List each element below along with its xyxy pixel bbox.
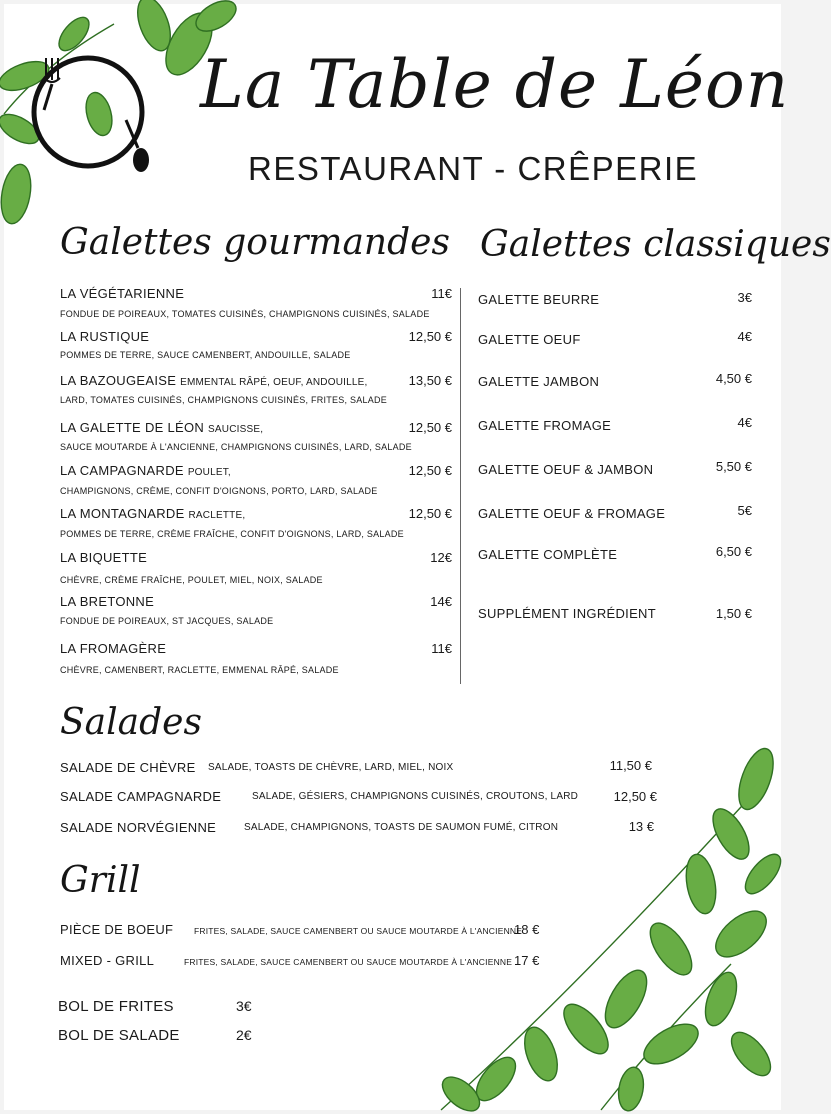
- dish-description: FONDUE DE POIREAUX, TOMATES CUISINÉS, CHAMPIGNONS CUISINÉS, SALADE: [60, 309, 430, 319]
- grill-description: FRITES, SALADE, SAUCE CAMENBERT OU SAUCE MOUTARDE À L'ANCIENNE: [184, 957, 513, 967]
- classic-price: 5€: [737, 503, 752, 518]
- plate-fork-spoon-icon: [26, 50, 166, 180]
- classic-price: 4,50 €: [715, 371, 752, 386]
- classic-name: GALETTE JAMBON: [478, 374, 600, 389]
- dish-description: CHÈVRE, CRÈME FRAÎCHE, POULET, MIEL, NOIX, SALADE: [60, 575, 323, 585]
- section-title-classiques: Galettes classiques: [480, 224, 831, 265]
- salad-name: SALADE DE CHÈVRE: [60, 760, 196, 775]
- grill-description: FRITES, SALADE, SAUCE CAMENBERT OU SAUCE MOUTARDE À L'ANCIENNE: [194, 926, 523, 936]
- grill-price: 18 €: [514, 922, 540, 937]
- dish-price: 11€: [431, 286, 452, 301]
- dish-description: CHÈVRE, CAMENBERT, RACLETTE, EMMENAL RÂPÉ, SALADE: [60, 665, 339, 675]
- dish-name: LA BRETONNE: [60, 594, 155, 609]
- column-divider: [460, 288, 461, 684]
- dish-description: POMMES DE TERRE, CRÈME FRAÎCHE, CONFIT D'OIGNONS, LARD, SALADE: [60, 529, 404, 539]
- classic-name: GALETTE OEUF: [478, 332, 581, 347]
- section-title-salades: Salades: [60, 702, 202, 743]
- extra-name: BOL DE SALADE: [58, 1027, 180, 1044]
- classic-name: GALETTE OEUF & FROMAGE: [478, 506, 666, 521]
- classic-name: GALETTE OEUF & JAMBON: [478, 462, 654, 477]
- classic-price: 3€: [737, 290, 752, 305]
- dish-name: LA VÉGÉTARIENNE: [60, 286, 185, 301]
- classic-name: GALETTE BEURRE: [478, 292, 600, 307]
- dish-description: POMMES DE TERRE, SAUCE CAMENBERT, ANDOUILLE, SALADE: [60, 350, 351, 360]
- leaf-branch-icon: [401, 734, 781, 1110]
- dish-price: 14€: [430, 594, 452, 609]
- dish-name: LA GALETTE DE LÉON SAUCISSE,: [60, 420, 264, 435]
- dish-name: LA FROMAGÈRE: [60, 641, 167, 656]
- dish-inline-description: RACLETTE,: [188, 510, 246, 521]
- classic-name: GALETTE COMPLÈTE: [478, 547, 618, 562]
- salad-description: SALADE, GÉSIERS, CHAMPIGNONS CUISINÉS, CROUTONS, LARD: [252, 791, 579, 802]
- grill-name: PIÈCE DE BOEUF: [60, 922, 174, 937]
- extra-price: 3€: [236, 998, 252, 1014]
- dish-price: 12,50 €: [408, 463, 452, 478]
- dish-name: LA BIQUETTE: [60, 550, 148, 565]
- dish-name: LA RUSTIQUE: [60, 329, 150, 344]
- dish-inline-description: EMMENTAL RÂPÉ, OEUF, ANDOUILLE,: [180, 377, 368, 388]
- salad-name: SALADE CAMPAGNARDE: [60, 789, 222, 804]
- dish-name: LA CAMPAGNARDE POULET,: [60, 463, 231, 478]
- section-title-grill: Grill: [60, 860, 141, 901]
- supplement-name: SUPPLÉMENT INGRÉDIENT: [478, 606, 656, 621]
- dish-description: LARD, TOMATES CUISINÉS, CHAMPIGNONS CUISINÉS, FRITES, SALADE: [60, 395, 388, 405]
- menu-page: [4, 4, 831, 1110]
- extra-price: 2€: [236, 1027, 252, 1043]
- salad-price: 13 €: [628, 819, 654, 834]
- supplement-price: 1,50 €: [715, 606, 752, 621]
- dish-description: SAUCE MOUTARDE À L'ANCIENNE, CHAMPIGNONS CUISINÉS, LARD, SALADE: [60, 442, 412, 452]
- classic-price: 5,50 €: [715, 459, 752, 474]
- restaurant-subtitle: RESTAURANT - CRÊPERIE: [248, 150, 699, 187]
- salad-price: 12,50 €: [613, 789, 657, 804]
- classic-price: 4€: [737, 415, 752, 430]
- classic-price: 4€: [737, 329, 752, 344]
- dish-name: LA MONTAGNARDE RACLETTE,: [60, 506, 246, 521]
- dish-price: 12,50 €: [408, 420, 452, 435]
- salad-description: SALADE, TOASTS DE CHÈVRE, LARD, MIEL, NOIX: [208, 762, 454, 773]
- dish-description: CHAMPIGNONS, CRÈME, CONFIT D'OIGNONS, PORTO, LARD, SALADE: [60, 486, 378, 496]
- salad-name: SALADE NORVÉGIENNE: [60, 820, 217, 835]
- grill-price: 17 €: [514, 953, 540, 968]
- salad-description: SALADE, CHAMPIGNONS, TOASTS DE SAUMON FUMÉ, CITRON: [244, 822, 559, 833]
- dish-price: 11€: [431, 641, 452, 656]
- extra-name: BOL DE FRITES: [58, 998, 174, 1015]
- dish-price: 13,50 €: [408, 373, 452, 388]
- classic-price: 6,50 €: [715, 544, 752, 559]
- dish-description: FONDUE DE POIREAUX, ST JACQUES, SALADE: [60, 616, 274, 626]
- dish-name: LA BAZOUGEAISE EMMENTAL RÂPÉ, OEUF, ANDOUILLE,: [60, 373, 368, 388]
- section-title-gourmandes: Galettes gourmandes: [60, 222, 450, 263]
- dish-inline-description: SAUCISSE,: [208, 424, 264, 435]
- grill-name: MIXED - GRILL: [60, 953, 155, 968]
- dish-price: 12,50 €: [408, 329, 452, 344]
- dish-price: 12€: [430, 550, 452, 565]
- restaurant-name: La Table de Léon: [200, 46, 790, 123]
- classic-name: GALETTE FROMAGE: [478, 418, 612, 433]
- dish-price: 12,50 €: [408, 506, 452, 521]
- salad-price: 11,50 €: [609, 758, 652, 773]
- dish-inline-description: POULET,: [187, 467, 231, 478]
